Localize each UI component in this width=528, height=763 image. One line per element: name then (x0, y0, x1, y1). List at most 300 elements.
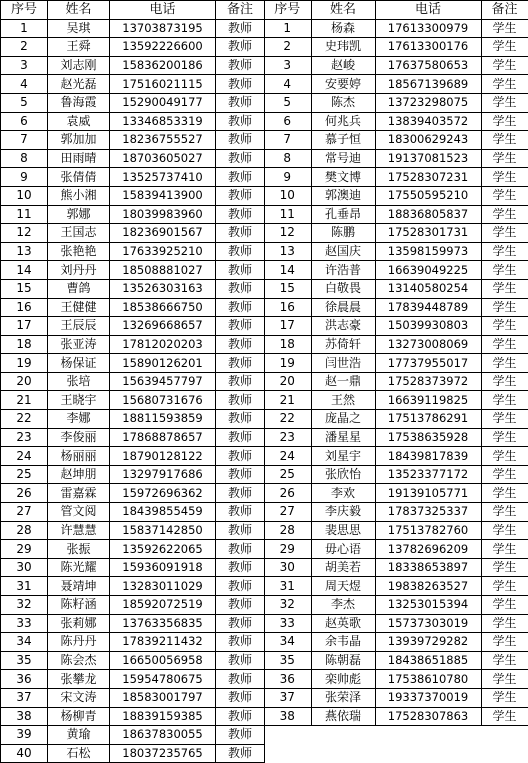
table-row (1, 224, 265, 243)
cell-phone: 17528307863 (375, 707, 481, 726)
table-row (264, 112, 528, 131)
cell-phone: 18538666750 (110, 298, 216, 317)
cell-index: 8 (1, 149, 48, 168)
cell-note: 教师 (216, 465, 265, 484)
cell-phone: 18790128122 (110, 447, 216, 466)
cell-note: 教师 (216, 707, 265, 726)
table-row (1, 19, 265, 38)
cell-phone: 17513782760 (375, 521, 481, 540)
cell-name: 安要婷 (311, 75, 375, 94)
cell-phone: 18439855459 (110, 503, 216, 522)
table-row (1, 279, 265, 298)
cell-index: 30 (1, 558, 48, 577)
cell-index: 26 (1, 484, 48, 503)
table-row (1, 744, 265, 763)
table-row (1, 670, 265, 689)
cell-phone: 13598159973 (375, 242, 481, 261)
table-row (1, 75, 265, 94)
cell-phone: 16650056958 (110, 651, 216, 670)
cell-note: 学生 (481, 688, 528, 707)
cell-note: 教师 (216, 354, 265, 373)
cell-note: 教师 (216, 540, 265, 559)
table-row (1, 56, 265, 75)
cell-phone: 13526303163 (110, 279, 216, 298)
table-row (264, 391, 528, 410)
cell-note: 学生 (481, 317, 528, 336)
cell-index: 40 (1, 744, 48, 763)
cell-index: 6 (264, 112, 311, 131)
cell-phone: 15039930803 (375, 317, 481, 336)
cell-phone: 13763356835 (110, 614, 216, 633)
cell-name: 黄瑜 (48, 726, 110, 745)
cell-name: 郭加加 (48, 131, 110, 150)
cell-index: 7 (1, 131, 48, 150)
cell-note: 教师 (216, 503, 265, 522)
cell-index: 1 (264, 19, 311, 38)
cell-phone: 13592226600 (110, 38, 216, 57)
cell-index: 23 (264, 428, 311, 447)
table-row (1, 596, 265, 615)
cell-note: 教师 (216, 372, 265, 391)
cell-name: 李欢 (311, 484, 375, 503)
header-phone: 电话 (375, 1, 481, 20)
cell-note: 学生 (481, 447, 528, 466)
cell-name: 张亚涛 (48, 335, 110, 354)
header-index: 序号 (264, 1, 311, 20)
cell-phone: 13523377172 (375, 465, 481, 484)
cell-note: 学生 (481, 112, 528, 131)
cell-name: 杨丽丽 (48, 447, 110, 466)
cell-note: 教师 (216, 614, 265, 633)
cell-index: 3 (264, 56, 311, 75)
cell-phone: 17839211432 (110, 633, 216, 652)
cell-note: 教师 (216, 205, 265, 224)
cell-note: 学生 (481, 298, 528, 317)
cell-index: 14 (1, 261, 48, 280)
cell-index: 5 (1, 93, 48, 112)
table-row (264, 19, 528, 38)
table-row (264, 298, 528, 317)
cell-note: 学生 (481, 75, 528, 94)
cell-name: 胡美若 (311, 558, 375, 577)
cell-phone: 15639457797 (110, 372, 216, 391)
cell-index: 17 (264, 317, 311, 336)
table-row (1, 317, 265, 336)
cell-index: 28 (1, 521, 48, 540)
cell-name: 史玮凯 (311, 38, 375, 57)
cell-phone: 13283011029 (110, 577, 216, 596)
table-row (264, 614, 528, 633)
header-name: 姓名 (48, 1, 110, 20)
cell-index: 28 (264, 521, 311, 540)
table-row (1, 112, 265, 131)
cell-note: 教师 (216, 577, 265, 596)
cell-phone: 17528307231 (375, 168, 481, 187)
table-row (1, 242, 265, 261)
cell-name: 李娜 (48, 410, 110, 429)
table-row (264, 688, 528, 707)
cell-note: 教师 (216, 112, 265, 131)
cell-name: 栾帅彪 (311, 670, 375, 689)
header-index: 序号 (1, 1, 48, 20)
cell-index: 6 (1, 112, 48, 131)
cell-index: 22 (264, 410, 311, 429)
cell-index: 30 (264, 558, 311, 577)
cell-phone: 18338653897 (375, 558, 481, 577)
cell-note: 教师 (216, 242, 265, 261)
cell-name: 陈丹丹 (48, 633, 110, 652)
cell-name: 石松 (48, 744, 110, 763)
cell-phone: 18703605027 (110, 149, 216, 168)
cell-note: 教师 (216, 521, 265, 540)
cell-note: 学生 (481, 707, 528, 726)
cell-name: 王晓宇 (48, 391, 110, 410)
cell-name: 赵峻 (311, 56, 375, 75)
cell-name: 孔垂昂 (311, 205, 375, 224)
student-table (264, 0, 528, 726)
cell-phone: 18439817839 (375, 447, 481, 466)
table-row (264, 75, 528, 94)
cell-index: 33 (264, 614, 311, 633)
cell-index: 4 (264, 75, 311, 94)
table-row (264, 279, 528, 298)
cell-index: 37 (1, 688, 48, 707)
cell-phone: 17613300979 (375, 19, 481, 38)
cell-index: 37 (264, 688, 311, 707)
table-row (1, 354, 265, 373)
table-row (1, 503, 265, 522)
cell-index: 39 (1, 726, 48, 745)
cell-phone: 13703873195 (110, 19, 216, 38)
table-row (1, 577, 265, 596)
table-row (1, 93, 265, 112)
header-phone: 电话 (110, 1, 216, 20)
cell-phone: 18637830055 (110, 726, 216, 745)
cell-note: 学生 (481, 633, 528, 652)
table-row (264, 410, 528, 429)
cell-index: 17 (1, 317, 48, 336)
cell-note: 教师 (216, 149, 265, 168)
table-row (1, 558, 265, 577)
cell-phone: 16639049225 (375, 261, 481, 280)
cell-index: 1 (1, 19, 48, 38)
table-row (1, 168, 265, 187)
cell-index: 2 (1, 38, 48, 57)
table-row (264, 131, 528, 150)
cell-phone: 15290049177 (110, 93, 216, 112)
cell-index: 12 (1, 224, 48, 243)
cell-index: 34 (1, 633, 48, 652)
table-row (1, 410, 265, 429)
table-row (1, 614, 265, 633)
cell-phone: 15839413900 (110, 186, 216, 205)
cell-name: 杨柳青 (48, 707, 110, 726)
table-row (264, 465, 528, 484)
cell-index: 8 (264, 149, 311, 168)
cell-note: 教师 (216, 93, 265, 112)
cell-index: 38 (264, 707, 311, 726)
cell-phone: 17837325337 (375, 503, 481, 522)
cell-index: 12 (264, 224, 311, 243)
cell-index: 31 (1, 577, 48, 596)
cell-index: 2 (264, 38, 311, 57)
table-row (1, 372, 265, 391)
cell-name: 常号迪 (311, 149, 375, 168)
cell-phone: 13253015394 (375, 596, 481, 615)
cell-name: 陈杰 (311, 93, 375, 112)
cell-name: 陈鹏 (311, 224, 375, 243)
cell-index: 25 (264, 465, 311, 484)
table-row (1, 688, 265, 707)
cell-phone: 18300629243 (375, 131, 481, 150)
cell-phone: 17550595210 (375, 186, 481, 205)
cell-note: 学生 (481, 19, 528, 38)
table-row (1, 298, 265, 317)
cell-name: 陈籽涵 (48, 596, 110, 615)
cell-phone: 13346853319 (110, 112, 216, 131)
cell-index: 14 (264, 261, 311, 280)
cell-name: 白敬畏 (311, 279, 375, 298)
header-name: 姓名 (311, 1, 375, 20)
cell-name: 郭澳迪 (311, 186, 375, 205)
cell-name: 洪志豪 (311, 317, 375, 336)
cell-name: 许浩普 (311, 261, 375, 280)
cell-phone: 19137081523 (375, 149, 481, 168)
cell-name: 张倩倩 (48, 168, 110, 187)
cell-note: 教师 (216, 391, 265, 410)
cell-note: 教师 (216, 596, 265, 615)
cell-name: 刘丹丹 (48, 261, 110, 280)
header-note: 备注 (481, 1, 528, 20)
cell-phone: 13140580254 (375, 279, 481, 298)
table-row (1, 651, 265, 670)
cell-index: 24 (264, 447, 311, 466)
cell-index: 11 (1, 205, 48, 224)
cell-index: 34 (264, 633, 311, 652)
cell-index: 9 (1, 168, 48, 187)
cell-phone: 15737303019 (375, 614, 481, 633)
cell-phone: 17538635928 (375, 428, 481, 447)
cell-phone: 18592072519 (110, 596, 216, 615)
cell-index: 13 (264, 242, 311, 261)
cell-name: 熊小湘 (48, 186, 110, 205)
cell-index: 18 (264, 335, 311, 354)
cell-name: 陈会杰 (48, 651, 110, 670)
table-row (264, 651, 528, 670)
cell-index: 26 (264, 484, 311, 503)
cell-phone: 17513786291 (375, 410, 481, 429)
cell-index: 22 (1, 410, 48, 429)
cell-name: 毋心语 (311, 540, 375, 559)
cell-phone: 15836200186 (110, 56, 216, 75)
cell-phone: 18508881027 (110, 261, 216, 280)
cell-index: 23 (1, 428, 48, 447)
cell-name: 刘星宇 (311, 447, 375, 466)
cell-name: 赵坤朋 (48, 465, 110, 484)
cell-name: 李杰 (311, 596, 375, 615)
cell-phone: 17868878657 (110, 428, 216, 447)
cell-note: 学生 (481, 335, 528, 354)
cell-index: 21 (264, 391, 311, 410)
cell-note: 学生 (481, 558, 528, 577)
cell-index: 21 (1, 391, 48, 410)
cell-name: 燕依瑞 (311, 707, 375, 726)
cell-index: 4 (1, 75, 48, 94)
cell-note: 学生 (481, 521, 528, 540)
table-row (1, 391, 265, 410)
cell-index: 15 (264, 279, 311, 298)
cell-note: 学生 (481, 149, 528, 168)
cell-index: 13 (1, 242, 48, 261)
cell-note: 学生 (481, 93, 528, 112)
table-row (264, 186, 528, 205)
cell-phone: 15972696362 (110, 484, 216, 503)
cell-phone: 17538610780 (375, 670, 481, 689)
table-row (264, 168, 528, 187)
cell-name: 徐晨晨 (311, 298, 375, 317)
cell-index: 20 (1, 372, 48, 391)
cell-name: 张攀龙 (48, 670, 110, 689)
cell-phone: 16639119825 (375, 391, 481, 410)
cell-phone: 13782696209 (375, 540, 481, 559)
table-row (1, 428, 265, 447)
cell-note: 教师 (216, 19, 265, 38)
cell-note: 学生 (481, 428, 528, 447)
cell-name: 聂靖坤 (48, 577, 110, 596)
table-row (264, 149, 528, 168)
cell-phone: 18583001797 (110, 688, 216, 707)
table-row (1, 149, 265, 168)
cell-index: 27 (264, 503, 311, 522)
cell-phone: 18236901567 (110, 224, 216, 243)
cell-index: 15 (1, 279, 48, 298)
cell-note: 教师 (216, 335, 265, 354)
cell-phone: 18836805837 (375, 205, 481, 224)
table-row (264, 261, 528, 280)
cell-phone: 13723298075 (375, 93, 481, 112)
table-row (1, 131, 265, 150)
cell-index: 10 (264, 186, 311, 205)
cell-note: 教师 (216, 688, 265, 707)
cell-name: 许慧慧 (48, 521, 110, 540)
cell-note: 教师 (216, 670, 265, 689)
cell-phone: 17613300176 (375, 38, 481, 57)
table-row (264, 540, 528, 559)
cell-phone: 15954780675 (110, 670, 216, 689)
table-row (1, 633, 265, 652)
cell-note: 教师 (216, 651, 265, 670)
cell-note: 教师 (216, 317, 265, 336)
cell-name: 杨森 (311, 19, 375, 38)
cell-name: 雷嘉霖 (48, 484, 110, 503)
cell-phone: 18236755527 (110, 131, 216, 150)
table-row (264, 242, 528, 261)
cell-index: 3 (1, 56, 48, 75)
cell-phone: 15936091918 (110, 558, 216, 577)
table-row (264, 372, 528, 391)
table-row (1, 447, 265, 466)
table-row (264, 670, 528, 689)
cell-note: 学生 (481, 205, 528, 224)
cell-index: 35 (264, 651, 311, 670)
cell-index: 24 (1, 447, 48, 466)
cell-name: 樊文博 (311, 168, 375, 187)
table-row (1, 707, 265, 726)
cell-note: 教师 (216, 131, 265, 150)
cell-note: 学生 (481, 186, 528, 205)
table-row (264, 205, 528, 224)
table-row (264, 577, 528, 596)
cell-note: 学生 (481, 614, 528, 633)
cell-note: 学生 (481, 670, 528, 689)
cell-name: 郭娜 (48, 205, 110, 224)
table-row (264, 447, 528, 466)
cell-index: 31 (264, 577, 311, 596)
cell-note: 学生 (481, 354, 528, 373)
cell-note: 学生 (481, 596, 528, 615)
cell-index: 19 (264, 354, 311, 373)
cell-index: 32 (1, 596, 48, 615)
cell-index: 35 (1, 651, 48, 670)
cell-name: 慕子恒 (311, 131, 375, 150)
cell-phone: 19838263527 (375, 577, 481, 596)
cell-phone: 17737955017 (375, 354, 481, 373)
cell-name: 张振 (48, 540, 110, 559)
cell-note: 学生 (481, 56, 528, 75)
cell-note: 学生 (481, 168, 528, 187)
table-row (264, 93, 528, 112)
cell-note: 教师 (216, 558, 265, 577)
teacher-rows (1, 19, 265, 763)
cell-index: 20 (264, 372, 311, 391)
cell-name: 杨保证 (48, 354, 110, 373)
table-row (264, 558, 528, 577)
cell-name: 王国志 (48, 224, 110, 243)
cell-name: 赵光磊 (48, 75, 110, 94)
cell-index: 29 (264, 540, 311, 559)
cell-note: 学生 (481, 484, 528, 503)
cell-name: 何兆兵 (311, 112, 375, 131)
cell-phone: 19139105771 (375, 484, 481, 503)
cell-note: 教师 (216, 168, 265, 187)
table-row (264, 354, 528, 373)
cell-phone: 17812020203 (110, 335, 216, 354)
cell-index: 32 (264, 596, 311, 615)
cell-phone: 17528301731 (375, 224, 481, 243)
cell-note: 教师 (216, 75, 265, 94)
cell-note: 学生 (481, 224, 528, 243)
cell-note: 学生 (481, 651, 528, 670)
table-row (264, 38, 528, 57)
cell-phone: 17516021115 (110, 75, 216, 94)
cell-index: 36 (264, 670, 311, 689)
cell-phone: 13297917686 (110, 465, 216, 484)
cell-note: 教师 (216, 186, 265, 205)
table-row (264, 224, 528, 243)
cell-note: 教师 (216, 224, 265, 243)
cell-note: 学生 (481, 279, 528, 298)
cell-phone: 17839448789 (375, 298, 481, 317)
cell-note: 教师 (216, 633, 265, 652)
cell-note: 教师 (216, 279, 265, 298)
cell-name: 王辰辰 (48, 317, 110, 336)
table-row (1, 205, 265, 224)
cell-phone: 13839403572 (375, 112, 481, 131)
cell-index: 36 (1, 670, 48, 689)
cell-note: 学生 (481, 410, 528, 429)
student-rows (264, 19, 528, 726)
table-row (264, 633, 528, 652)
